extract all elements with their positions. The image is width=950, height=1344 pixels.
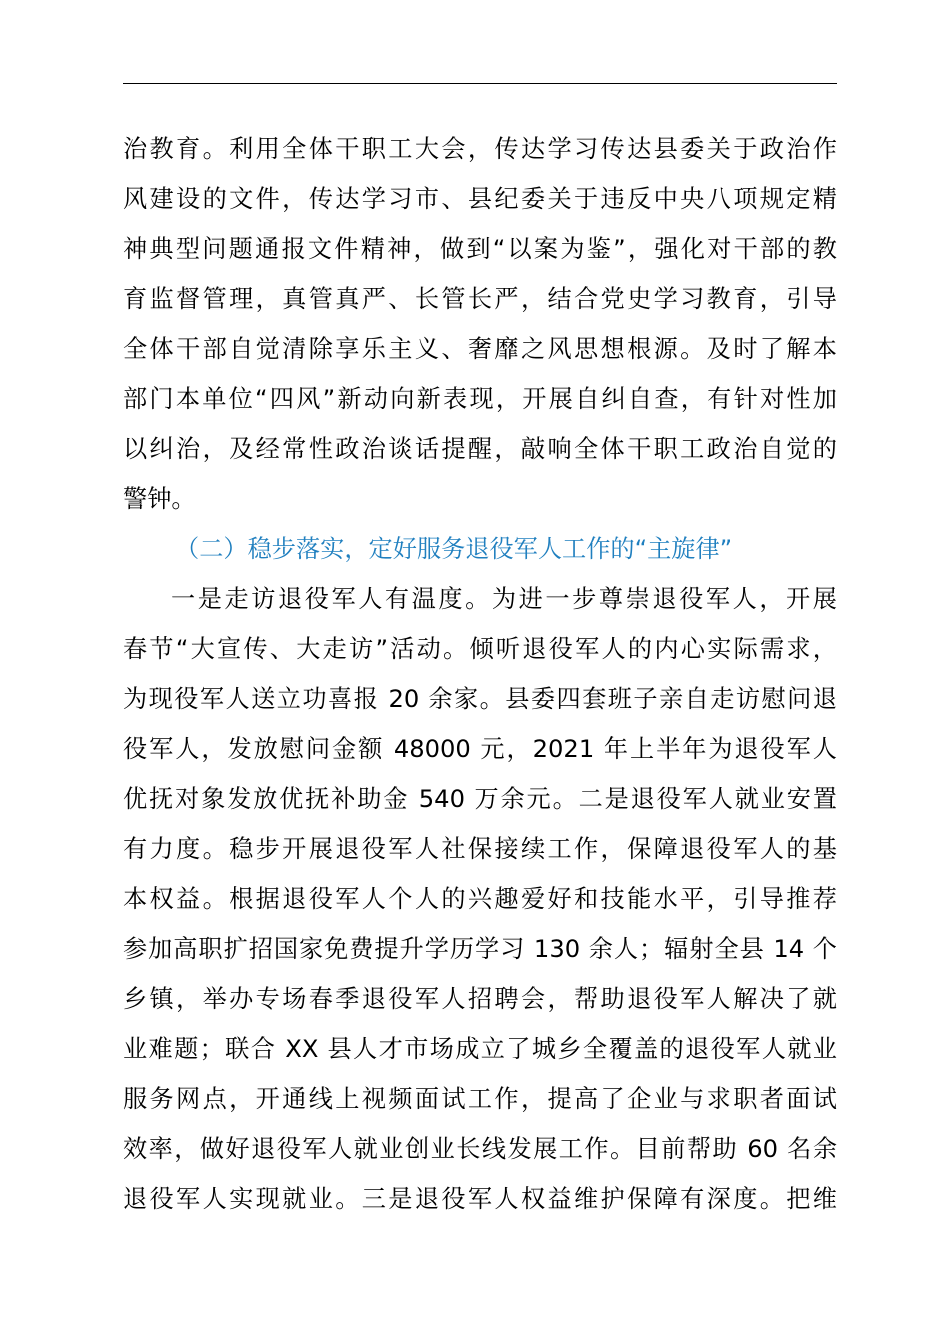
text-line: 春节“大宣传、大走访”活动。倾听退役军人的内心实际需求， bbox=[123, 635, 837, 663]
paragraph-1 bbox=[123, 124, 837, 524]
text-line: 以纠治，及经常性政治谈话提醒，敲响全体干职工政治自觉的 bbox=[123, 435, 837, 463]
text-line: 育监督管理，真管真严、长管长严，结合党史学习教育，引导 bbox=[123, 285, 837, 313]
text-line: 服务网点，开通线上视频面试工作，提高了企业与求职者面试 bbox=[123, 1085, 837, 1113]
text-line: 参加高职扩招国家免费提升学历学习 130 余人；辐射全县 14 个 bbox=[123, 935, 837, 963]
header-rule bbox=[123, 83, 837, 84]
text-line: 为现役军人送立功喜报 20 余家。县委四套班子亲自走访慰问退 bbox=[123, 685, 837, 713]
text-line: 业难题；联合 XX 县人才市场成立了城乡全覆盖的退役军人就业 bbox=[123, 1035, 837, 1063]
text-line: 治教育。利用全体干职工大会，传达学习传达县委关于政治作 bbox=[123, 135, 837, 163]
text-line: 风建设的文件，传达学习市、县纪委关于违反中央八项规定精 bbox=[123, 185, 837, 213]
text-line: 部门本单位“四风”新动向新表现，开展自纠自查，有针对性加 bbox=[123, 385, 837, 413]
text-line: 神典型问题通报文件精神，做到“以案为鉴”，强化对干部的教 bbox=[123, 235, 837, 263]
section-heading: （二）稳步落实，定好服务退役军人工作的“主旋律” bbox=[175, 535, 733, 563]
text-line: 警钟。 bbox=[123, 485, 196, 513]
text-line: 一是走访退役军人有温度。为进一步尊崇退役军人，开展 bbox=[171, 585, 837, 613]
text-line: 优抚对象发放优抚补助金 540 万余元。二是退役军人就业安置 bbox=[123, 785, 837, 813]
document-body bbox=[123, 124, 837, 1224]
text-line: 效率，做好退役军人就业创业长线发展工作。目前帮助 60 名余 bbox=[123, 1135, 837, 1163]
text-line: 乡镇，举办专场春季退役军人招聘会，帮助退役军人解决了就 bbox=[123, 985, 837, 1013]
paragraph-2 bbox=[123, 574, 837, 1224]
text-line: 有力度。稳步开展退役军人社保接续工作，保障退役军人的基 bbox=[123, 835, 837, 863]
text-line: 本权益。根据退役军人个人的兴趣爱好和技能水平，引导推荐 bbox=[123, 885, 837, 913]
text-line: 退役军人实现就业。三是退役军人权益维护保障有深度。把维 bbox=[123, 1185, 837, 1213]
text-line: 全体干部自觉清除享乐主义、奢靡之风思想根源。及时了解本 bbox=[123, 335, 837, 363]
text-line: 役军人，发放慰问金额 48000 元，2021 年上半年为退役军人 bbox=[123, 735, 837, 763]
